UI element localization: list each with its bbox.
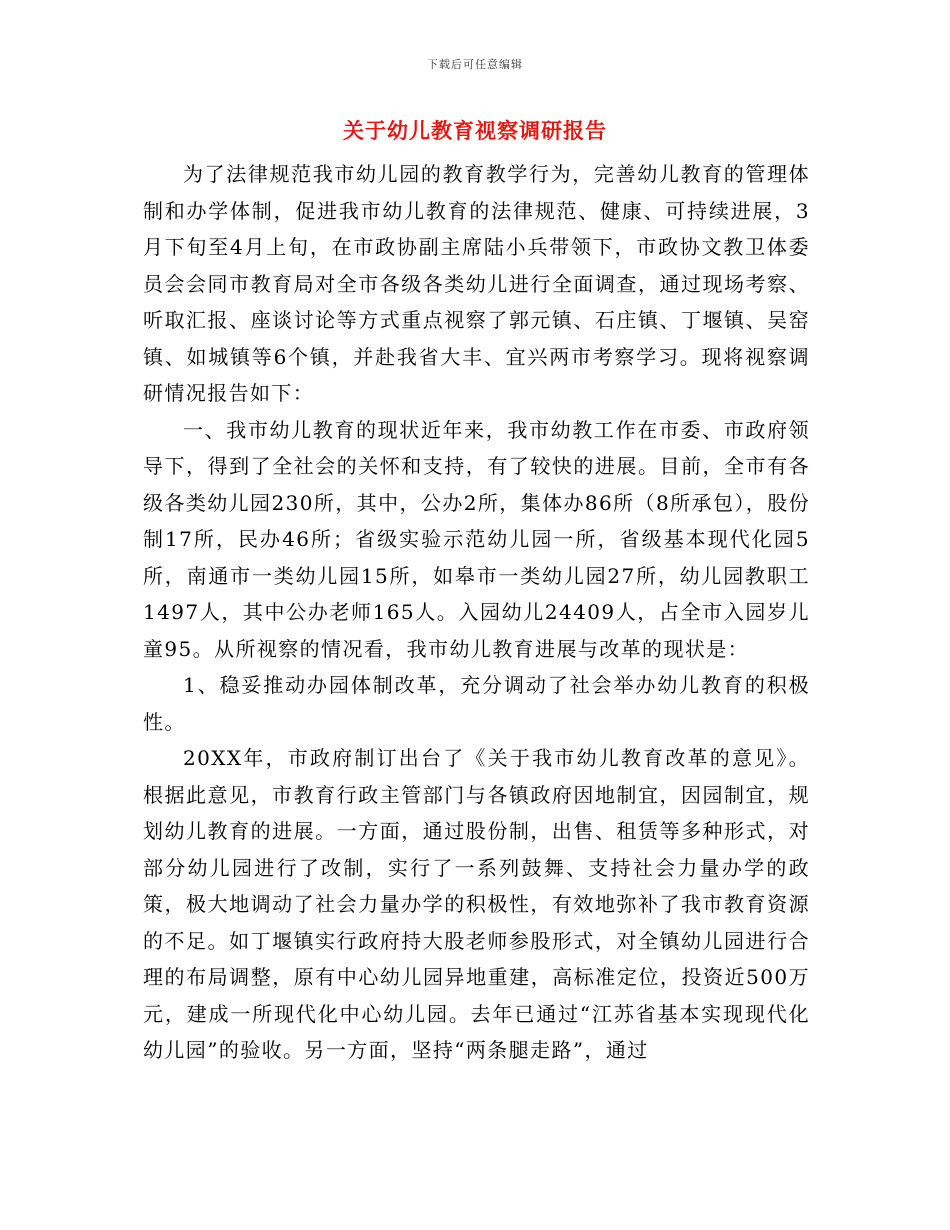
paragraph-section-1-heading: 1、稳妥推动办园体制改革，充分调动了社会举办幼儿教育的积极性。 [143,673,810,734]
document-body [143,156,810,1069]
paragraph-intro: 为了法律规范我市幼儿园的教育教学行为，完善幼儿教育的管理体制和办学体制，促进我市幼儿教育的法律规范、健康、可持续进展，3月下旬至4月上旬，在市政协副主席陆小兵带领下，市政协文教卫体委员会会同市教育局对全市各级各类幼儿进行全面调查，通过现场考察、听取汇报、座谈讨论等方式重点视察了郭元镇、石庄镇、丁堰镇、吴窑镇、如城镇等6个镇，并赴我省大丰、宜兴两市考察学习。现将视察调研情况报告如下： [143,162,810,405]
document-title: 关于幼儿教育视察调研报告 [343,118,607,143]
header-note: 下载后可任意编辑 [427,58,523,71]
paragraph-current-status: 一、我市幼儿教育的现状近年来，我市幼教工作在市委、市政府领导下，得到了全社会的关怀和支持，有了较快的进展。目前，全市有各级各类幼儿园230所，其中，公办2所，集体办86所（8所承包），股份制17所，民办46所；省级实验示范幼儿园一所，省级基本现代化园5所，南通市一类幼儿园15所，如皋市一类幼儿园27所，幼儿园教职工1497人，其中公办老师165人。入园幼儿24409人，占全市入园岁儿童95。从所视察的情况看，我市幼儿教育进展与改革的现状是： [143,417,810,661]
paragraph-reform-details: 20XX年，市政府制订出台了《关于我市幼儿教育改革的意见》。根据此意见，市教育行政主管部门与各镇政府因地制宜，因园制宜，规划幼儿教育的进展。一方面，通过股份制，出售、租赁等多种形式，对部分幼儿园进行了改制，实行了一系列鼓舞、支持社会力量办学的政策，极大地调动了社会力量办学的积极性，有效地弥补了我市教育资源的不足。如丁堰镇实行政府持大股老师参股形式，对全镇幼儿园进行合理的布局调整，原有中心幼儿园异地重建，高标准定位，投资近500万元，建成一所现代化中心幼儿园。去年已通过“江苏省基本实现现代化幼儿园”的验收。另一方面，坚持“两条腿走路”，通过 [143,746,810,1062]
